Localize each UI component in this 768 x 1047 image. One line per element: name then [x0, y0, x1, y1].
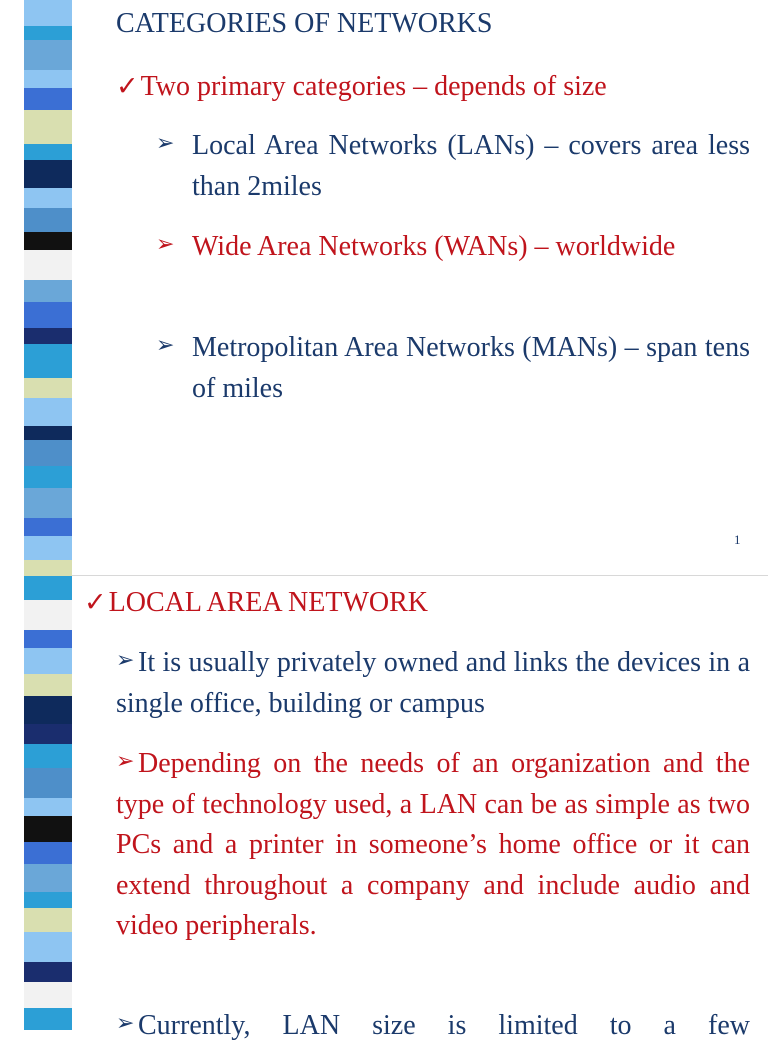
- stripe-segment: [24, 864, 72, 892]
- stripe-segment: [24, 302, 72, 328]
- arrow-bullet-icon: ➢: [156, 130, 175, 155]
- section-heading: [84, 582, 428, 623]
- page-number: 1: [734, 532, 741, 547]
- stripe-segment: [24, 600, 72, 630]
- stripe-segment: [24, 26, 72, 40]
- stripe-segment: [24, 70, 72, 88]
- stripe-segment: [24, 250, 72, 280]
- bullet-needs: [116, 744, 750, 947]
- stripe-segment: [24, 426, 72, 440]
- arrow-bullet-icon: ➢: [156, 231, 175, 256]
- stripe-segment: [24, 188, 72, 208]
- stripe-segment: [24, 208, 72, 232]
- stripe-segment: [24, 648, 72, 674]
- stripe-segment: [24, 696, 72, 724]
- stripe-segment: [24, 488, 72, 518]
- slide-2: [0, 576, 768, 1041]
- bullet-size-text: Currently, LAN size is limited to a few: [138, 1010, 750, 1041]
- bullet-needs-text: Depending on the needs of an organization and the type of technology used, a LAN can be as simple as two PCs and a printer in someone’s home office or it can extend throughout a company and include audio and video peripherals.: [116, 748, 750, 941]
- stripe-segment: [24, 466, 72, 488]
- stripe-segment: [24, 798, 72, 816]
- stripe-segment: [24, 328, 72, 344]
- stripe-segment: [24, 1008, 72, 1030]
- stripe-segment: [24, 724, 72, 744]
- lead-text: Two primary categories – depends of size: [140, 71, 607, 102]
- stripe-segment: [24, 576, 72, 600]
- stripe-segment: [24, 536, 72, 560]
- bullet-lans: Local Area Networks (LANs) – covers area less than 2miles: [192, 130, 750, 202]
- checkmark-icon: ✓: [116, 71, 139, 101]
- stripe-segment: [24, 88, 72, 110]
- stripe-segment: [24, 674, 72, 696]
- stripe-segment: [24, 932, 72, 962]
- slide-title: CATEGORIES OF NETWORKS: [116, 8, 493, 39]
- arrow-bullet-icon: ➢: [116, 647, 135, 672]
- stripe-segment: [24, 344, 72, 378]
- bullet-size: [116, 1006, 750, 1047]
- stripe-segment: [24, 518, 72, 536]
- stripe-segment: [24, 908, 72, 932]
- stripe-segment: [24, 160, 72, 188]
- bullet-ownership: [116, 643, 750, 724]
- heading-text: LOCAL AREA NETWORK: [108, 587, 429, 618]
- stripe-segment: [24, 768, 72, 798]
- bullet-ownership-text: It is usually privately owned and links the devices in a single office, building or campus: [116, 647, 750, 719]
- decorative-stripe-bar: [24, 0, 72, 576]
- arrow-bullet-icon: ➢: [116, 748, 135, 773]
- arrow-bullet-icon: ➢: [156, 332, 175, 357]
- stripe-segment: [24, 982, 72, 1008]
- stripe-segment: [24, 630, 72, 648]
- bullet-mans: Metropolitan Area Networks (MANs) – span tens of miles: [192, 332, 750, 404]
- stripe-segment: [24, 744, 72, 768]
- stripe-segment: [24, 378, 72, 398]
- left-margin: [0, 0, 24, 576]
- stripe-segment: [24, 144, 72, 160]
- stripe-segment: [24, 816, 72, 842]
- lead-bullet: [116, 66, 607, 107]
- stripe-segment: [24, 0, 72, 26]
- decorative-stripe-bar: [24, 576, 72, 1024]
- left-margin: [0, 576, 24, 1024]
- stripe-segment: [24, 842, 72, 864]
- stripe-segment: [24, 110, 72, 144]
- stripe-segment: [24, 892, 72, 908]
- checkmark-icon: ✓: [84, 587, 107, 617]
- stripe-segment: [24, 232, 72, 250]
- stripe-segment: [24, 40, 72, 70]
- stripe-segment: [24, 280, 72, 302]
- bullet-wans: Wide Area Networks (WANs) – worldwide: [192, 231, 676, 262]
- stripe-segment: [24, 398, 72, 426]
- arrow-bullet-icon: ➢: [116, 1010, 135, 1035]
- stripe-segment: [24, 440, 72, 466]
- stripe-segment: [24, 962, 72, 982]
